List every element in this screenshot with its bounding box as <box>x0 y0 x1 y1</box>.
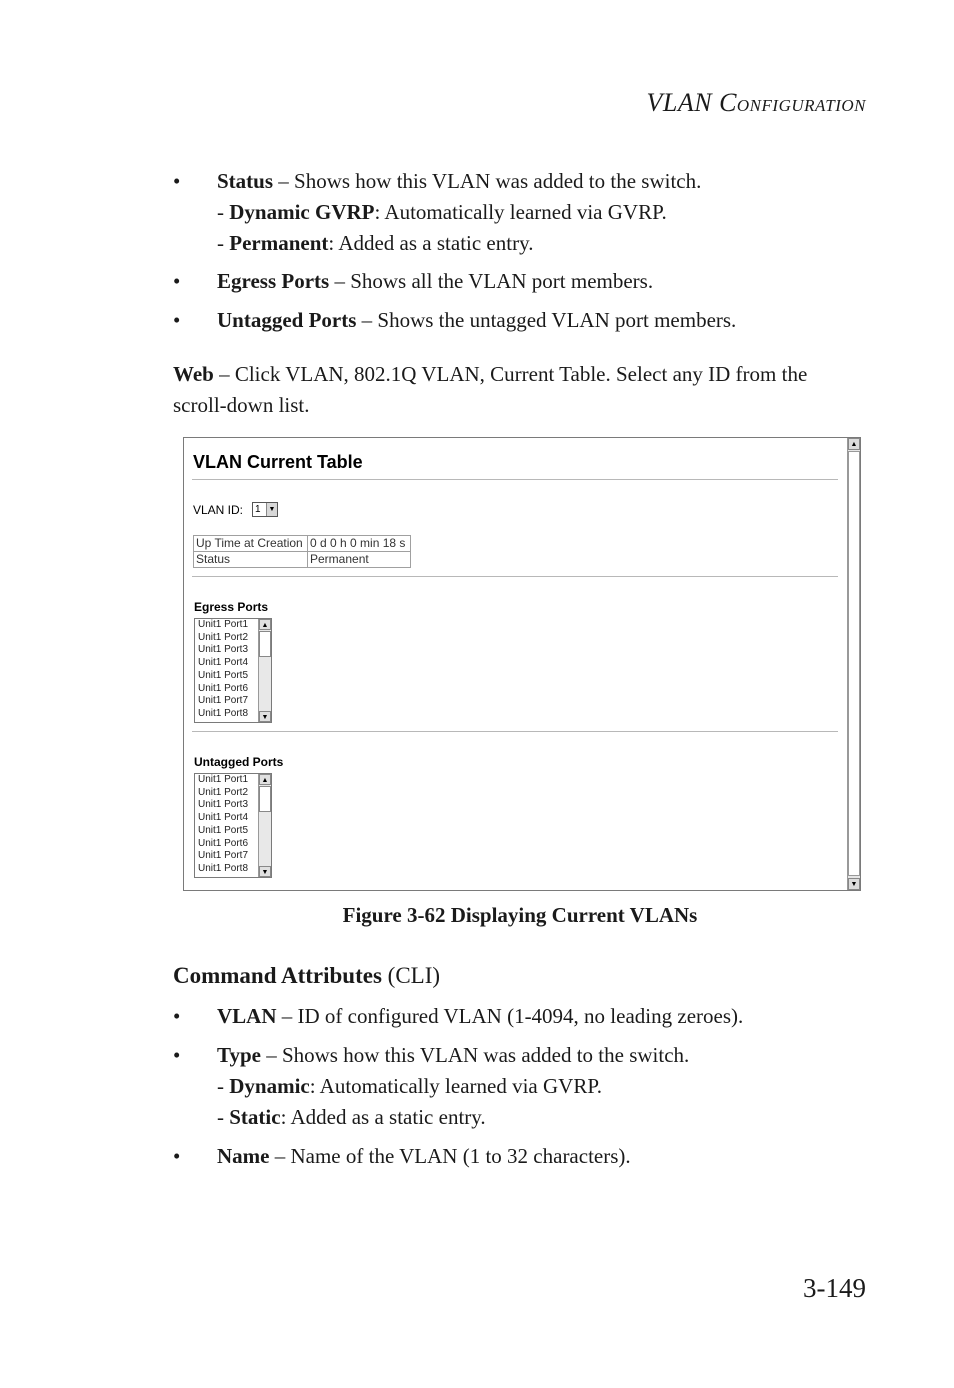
list-item: • Status – Shows how this VLAN was added to the switch. - Dynamic GVRP: Automatically learned via GVRP. - Permanent: Added as a static entry. <box>173 169 702 255</box>
divider <box>192 731 838 732</box>
untagged-ports-listbox[interactable] <box>194 773 272 878</box>
running-head: VLAN CONFIGURATION <box>646 88 866 117</box>
list-item[interactable]: Unit1 Port6 <box>198 682 249 694</box>
list-item: • Egress Ports – Shows all the VLAN port members. <box>173 269 654 293</box>
scrollbar-thumb[interactable] <box>848 451 860 876</box>
list-item[interactable]: Unit1 Port5 <box>198 824 249 836</box>
list-item[interactable]: Unit1 Port1 <box>198 619 249 630</box>
list-item[interactable]: Unit1 Port8 <box>198 862 249 874</box>
list-item: • Type – Shows how this VLAN was added to the switch. - Dynamic: Automatically learned via GVRP. - Static: Added as a static entry. <box>173 1043 690 1129</box>
scroll-up-icon[interactable]: ▲ <box>848 438 860 450</box>
list-item[interactable]: Unit1 Port5 <box>198 669 249 681</box>
cli-attribute-list <box>173 1001 873 1172</box>
vlan-info-table <box>193 535 411 568</box>
section-heading: Command Attributes (CLI) <box>173 963 441 988</box>
list-item[interactable]: Unit1 Port3 <box>198 799 249 811</box>
list-item[interactable]: Unit1 Port6 <box>198 837 249 849</box>
list-item[interactable]: Unit1 Port2 <box>198 631 249 643</box>
list-item[interactable]: Unit1 Port4 <box>198 812 249 824</box>
table-row: Status Permanent <box>194 552 411 568</box>
list-item: • VLAN – ID of configured VLAN (1-4094, no leading zeroes). <box>173 1004 744 1028</box>
table-row: Up Time at Creation 0 d 0 h 0 min 18 s <box>194 536 411 552</box>
status-attribute-list <box>173 166 873 336</box>
scrollbar-thumb[interactable] <box>259 786 271 812</box>
egress-ports-label: Egress Ports <box>194 600 269 614</box>
list-item[interactable]: Unit1 Port4 <box>198 657 249 669</box>
divider <box>192 479 838 480</box>
screenshot-title: VLAN Current Table <box>193 452 363 472</box>
scroll-down-icon[interactable]: ▼ <box>259 711 271 722</box>
scroll-down-icon[interactable]: ▼ <box>259 866 271 877</box>
scroll-up-icon[interactable]: ▲ <box>259 774 271 785</box>
untagged-ports-label: Untagged Ports <box>194 755 284 769</box>
egress-ports-listbox[interactable] <box>194 618 272 723</box>
list-item[interactable]: Unit1 Port1 <box>198 774 249 785</box>
list-item[interactable]: Unit1 Port3 <box>198 644 249 656</box>
list-item[interactable]: Unit1 Port7 <box>198 850 249 862</box>
list-item[interactable]: Unit1 Port7 <box>198 695 249 707</box>
list-item: • Name – Name of the VLAN (1 to 32 characters). <box>173 1144 631 1168</box>
scrollbar[interactable] <box>258 619 271 722</box>
vlan-id-select[interactable]: 1 ▼ <box>252 502 278 517</box>
list-item[interactable]: Unit1 Port8 <box>198 707 249 719</box>
chevron-down-icon[interactable]: ▼ <box>266 503 277 516</box>
scrollbar-thumb[interactable] <box>259 631 271 657</box>
list-item: • Untagged Ports – Shows the untagged VLAN port members. <box>173 308 737 332</box>
page-number: 3-149 <box>803 1273 866 1303</box>
divider <box>192 576 838 577</box>
scroll-down-icon[interactable]: ▼ <box>848 878 860 890</box>
figure-caption: Figure 3-62 Displaying Current VLANs <box>342 903 698 927</box>
vlan-current-table-screenshot <box>183 437 861 891</box>
page-scrollbar[interactable] <box>847 438 860 890</box>
vlan-id-label: VLAN ID: <box>193 503 244 517</box>
web-instructions: Web – Click VLAN, 802.1Q VLAN, Current Table. Select any ID from the scroll-down list. <box>173 362 808 417</box>
list-item[interactable]: Unit1 Port2 <box>198 786 249 798</box>
scrollbar[interactable] <box>258 774 271 877</box>
scroll-up-icon[interactable]: ▲ <box>259 619 271 630</box>
